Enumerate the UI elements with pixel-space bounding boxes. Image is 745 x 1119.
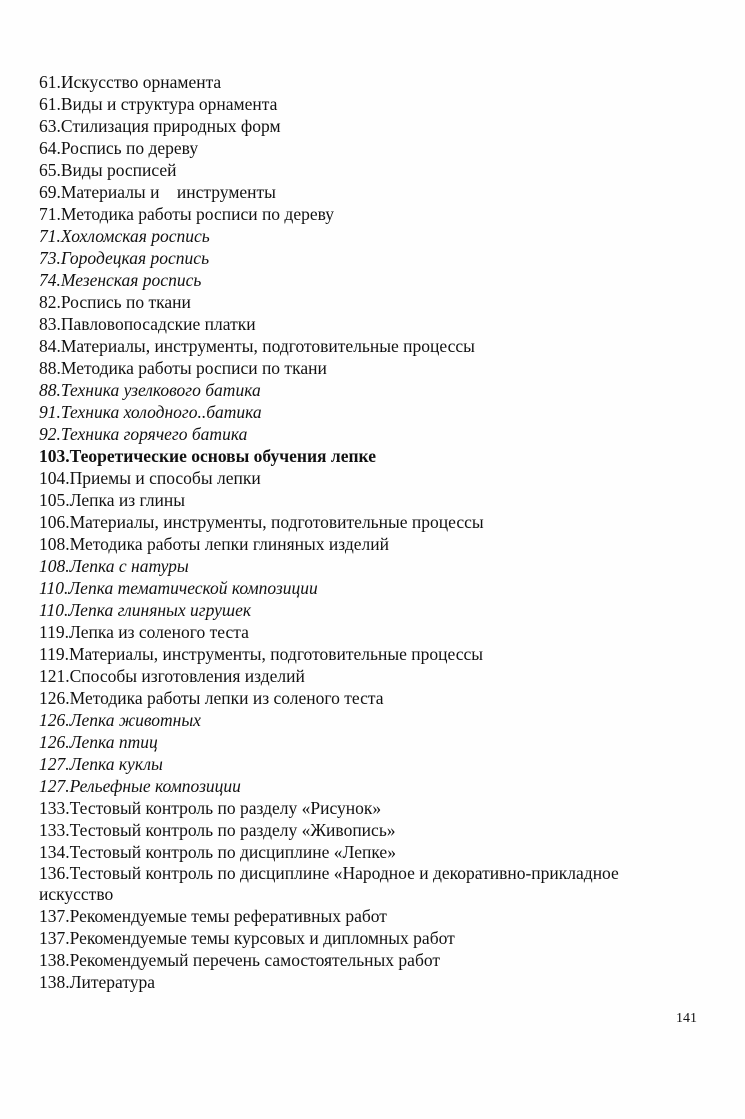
toc-entry-italic: 74.Мезенская роспись (39, 270, 202, 290)
table-of-contents (39, 71, 699, 993)
toc-entry-italic: 127.Рельефные композиции (39, 776, 241, 796)
toc-entry: 61.Искусство орнамента (39, 72, 222, 92)
toc-entry: 63.Стилизация природных форм (39, 116, 281, 136)
toc-entry: 119.Лепка из соленого теста (39, 622, 249, 642)
toc-entry: 71.Методика работы росписи по дереву (39, 204, 335, 224)
toc-entry-italic: 127.Лепка куклы (39, 754, 163, 774)
toc-entry: 138.Литература (39, 972, 156, 992)
toc-entry: 133.Тестовый контроль по разделу «Рисунок» (39, 798, 382, 818)
toc-entry-italic: 110.Лепка тематической композиции (39, 578, 318, 598)
toc-entry-italic: 126.Лепка птиц (39, 732, 158, 752)
toc-entry: 121.Способы изготовления изделий (39, 666, 305, 686)
toc-entry: 88.Методика работы росписи по ткани (39, 358, 327, 378)
toc-entry: 133.Тестовый контроль по разделу «Живопись» (39, 820, 396, 840)
toc-entry-italic: 110.Лепка глиняных игрушек (39, 600, 252, 620)
toc-entry: 106.Материалы, инструменты, подготовительные процессы (39, 512, 484, 532)
toc-entry: 136.Тестовый контроль по дисциплине «Народное и декоративно-прикладное искусство (39, 863, 619, 904)
toc-entry: 119.Материалы, инструменты, подготовительные процессы (39, 644, 483, 664)
toc-entry: 61.Виды и структура орнамента (39, 94, 278, 114)
toc-entry: 134.Тестовый контроль по дисциплине «Лепке» (39, 842, 396, 862)
toc-entry: 82.Роспись по ткани (39, 292, 191, 312)
toc-entry: 137.Рекомендуемые темы реферативных работ (39, 906, 387, 926)
toc-entry: 69.Материалы и инструменты (39, 182, 276, 202)
toc-entry: 138.Рекомендуемый перечень самостоятельных работ (39, 950, 441, 970)
toc-entry: 105.Лепка из глины (39, 490, 186, 510)
toc-entry: 64.Роспись по дереву (39, 138, 199, 158)
toc-entry-italic: 126.Лепка животных (39, 710, 201, 730)
toc-entry-italic: 73.Городецкая роспись (39, 248, 210, 268)
toc-entry: 83.Павловопосадские платки (39, 314, 256, 334)
toc-entry-italic: 92.Техника горячего батика (39, 424, 248, 444)
toc-entry-italic: 108.Лепка с натуры (39, 556, 189, 576)
toc-entry: 108.Методика работы лепки глиняных изделий (39, 534, 390, 554)
toc-entry-italic: 91.Техника холодного..батика (39, 402, 262, 422)
toc-entry: 126.Методика работы лепки из соленого теста (39, 688, 384, 708)
toc-section-heading: 103.Теоретические основы обучения лепке (39, 446, 376, 466)
toc-entry-italic: 88.Техника узелкового батика (39, 380, 261, 400)
toc-entry: 65.Виды росписей (39, 160, 177, 180)
page-number: 141 (676, 1011, 697, 1026)
toc-entry: 137.Рекомендуемые темы курсовых и дипломных работ (39, 928, 455, 948)
toc-entry: 84.Материалы, инструменты, подготовительные процессы (39, 336, 475, 356)
toc-entry: 104.Приемы и способы лепки (39, 468, 261, 488)
toc-entry-italic: 71.Хохломская роспись (39, 226, 210, 246)
